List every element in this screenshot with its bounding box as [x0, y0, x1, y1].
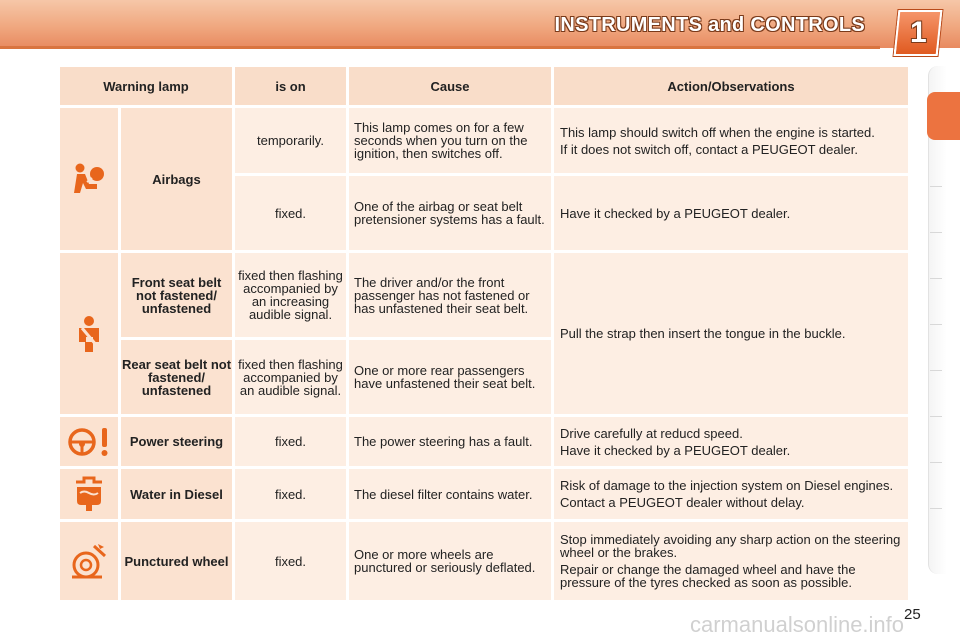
punctured-tyre-icon [69, 542, 109, 580]
lamp-icon-cell [60, 469, 118, 519]
action-text: Pull the strap then insert the tongue in the buckle. [560, 326, 846, 341]
chapter-tab-divider [930, 416, 942, 417]
water-in-diesel-icon [72, 475, 106, 513]
cause-cell: The driver and/or the front passenger has not fastened or has unfastened their seat belt. [349, 253, 551, 337]
lamp-name: Power steering [121, 417, 232, 466]
watermark: carmanualsonline.info [690, 612, 905, 637]
lamp-icon-cell [60, 108, 118, 250]
cause-cell: One or more wheels are punctured or seriously deflated. [349, 522, 551, 600]
lamp-name: Punctured wheel [121, 522, 232, 600]
action-text: If it does not switch off, contact a PEUGEOT dealer. [560, 141, 858, 157]
chapter-tab-divider [930, 370, 942, 371]
table-row [60, 522, 908, 600]
cause-cell: The power steering has a fault. [349, 417, 551, 466]
chapter-tab-divider [930, 186, 942, 187]
action-cell [554, 469, 908, 519]
action-cell [554, 108, 908, 173]
column-header-warning-lamp: Warning lamp [60, 67, 232, 105]
lamp-name: Water in Diesel [121, 469, 232, 519]
header-rule [0, 46, 880, 49]
action-text: Have it checked by a PEUGEOT dealer. [560, 442, 791, 458]
airbag-icon [71, 161, 107, 197]
page-title: INSTRUMENTS and CONTROLS [554, 14, 865, 36]
lamp-icon-cell [60, 253, 118, 414]
column-header-is-on: is on [235, 67, 346, 105]
action-cell [554, 417, 908, 466]
column-header-action: Action/Observations [554, 67, 908, 105]
action-text: Contact a PEUGEOT dealer without delay. [560, 495, 805, 510]
chapter-tab-divider [930, 232, 942, 233]
action-text: Risk of damage to the injection system on Diesel engines. [560, 478, 894, 493]
is-on-cell: fixed then flashing accompanied by an increasing audible signal. [235, 253, 346, 337]
is-on-cell: fixed. [235, 469, 346, 519]
action-text: Have it checked by a PEUGEOT dealer. [560, 205, 791, 221]
steering-wheel-warning-icon [67, 425, 111, 459]
chapter-tab-active[interactable] [927, 92, 960, 140]
chapter-badge [894, 10, 943, 56]
lamp-name: Rear seat belt not fastened/ unfastened [121, 340, 232, 414]
is-on-cell: fixed. [235, 522, 346, 600]
seat-belt-icon [72, 315, 106, 353]
chapter-tabs [928, 66, 947, 574]
is-on-cell: temporarily. [235, 108, 346, 173]
cause-cell: This lamp comes on for a few seconds when you turn on the ignition, then switches off. [349, 108, 551, 173]
action-text: Repair or change the damaged wheel and have the pressure of the tyres checked as soon as possible. [560, 562, 856, 590]
action-cell [554, 522, 908, 600]
warning-lamps-table [57, 64, 911, 603]
cause-cell: One of the airbag or seat belt pretensioner systems has a fault. [349, 176, 551, 250]
action-text: This lamp should switch off when the engine is started. [560, 124, 875, 140]
action-text: Drive carefully at reducd speed. [560, 425, 743, 441]
column-header-cause: Cause [349, 67, 551, 105]
cause-cell: The diesel filter contains water. [349, 469, 551, 519]
lamp-name: Front seat belt not fastened/ unfastened [121, 253, 232, 337]
is-on-cell: fixed. [235, 417, 346, 466]
is-on-cell: fixed then flashing accompanied by an audible signal. [235, 340, 346, 414]
chapter-tab-divider [930, 278, 942, 279]
table-header-row [60, 67, 908, 105]
table-row [60, 253, 908, 337]
chapter-number: 1 [909, 16, 927, 49]
lamp-icon-cell [60, 417, 118, 466]
action-cell [554, 253, 908, 414]
is-on-cell: fixed. [235, 176, 346, 250]
table-row [60, 108, 908, 173]
table-row [60, 417, 908, 466]
cause-cell: One or more rear passengers have unfastened their seat belt. [349, 340, 551, 414]
action-text: Stop immediately avoiding any sharp action on the steering wheel or the brakes. [560, 532, 901, 560]
lamp-icon-cell [60, 522, 118, 600]
page-number: 25 [904, 606, 921, 623]
chapter-tab-divider [930, 508, 942, 509]
action-cell [554, 176, 908, 250]
lamp-name: Airbags [121, 108, 232, 250]
table-row [60, 469, 908, 519]
chapter-tab-divider [930, 324, 942, 325]
chapter-tab-divider [930, 462, 942, 463]
